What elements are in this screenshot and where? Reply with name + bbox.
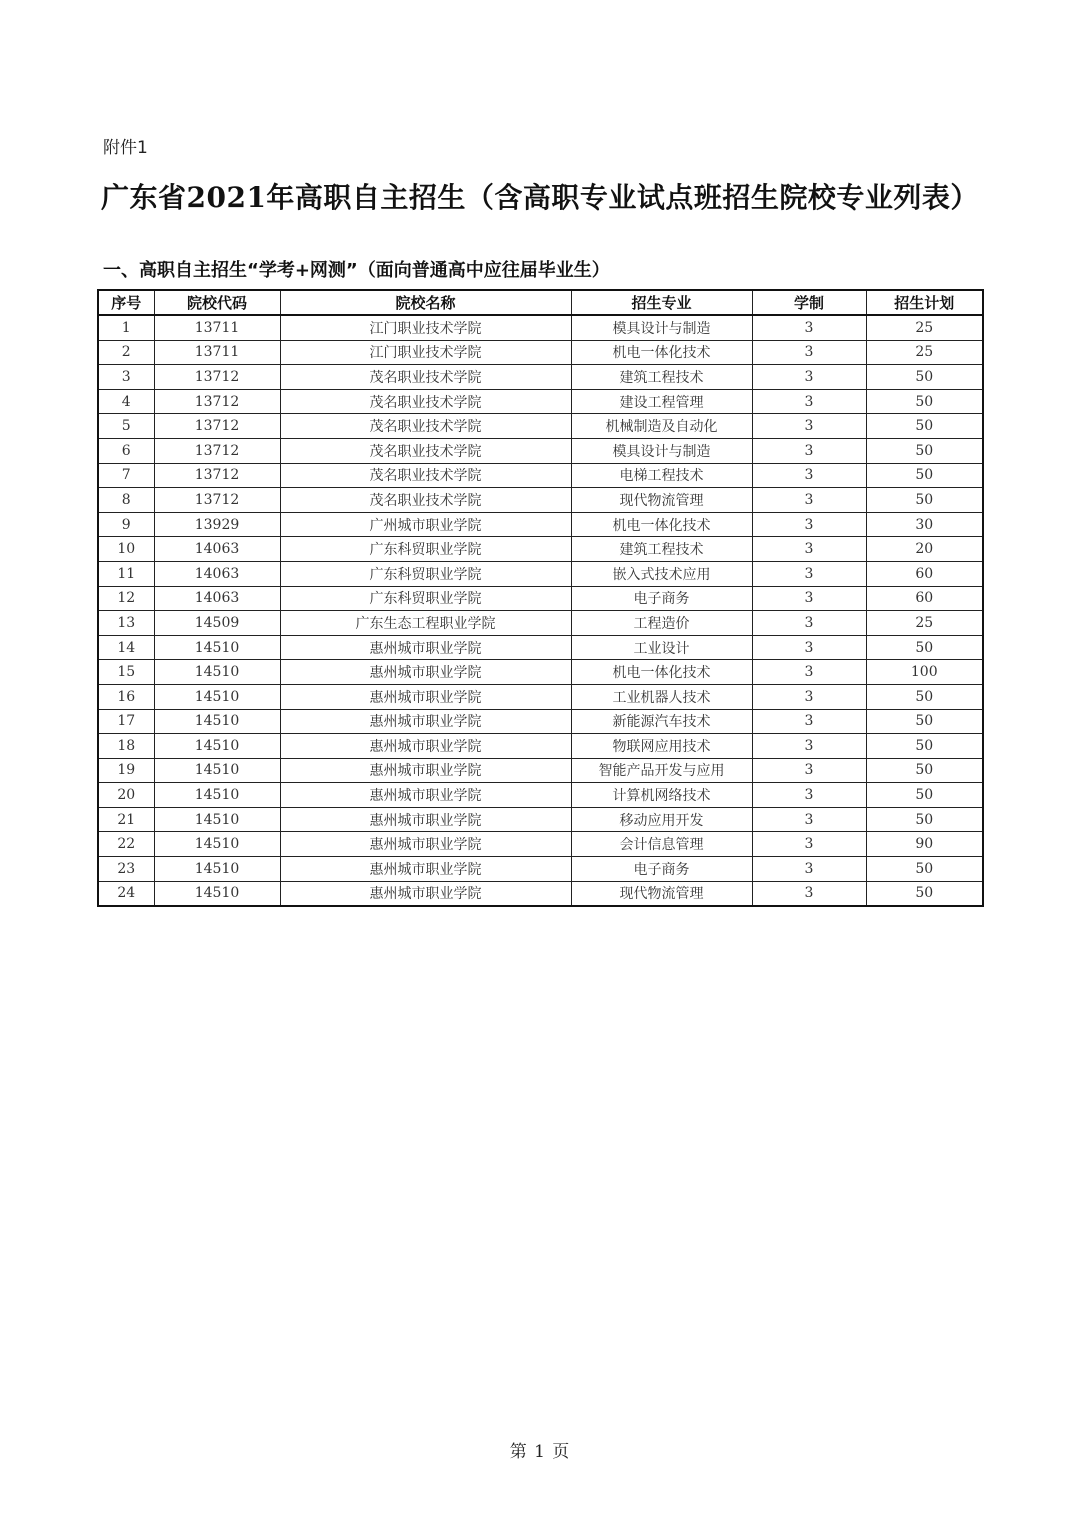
cell-plan: 100 [866,660,983,685]
cell-school-name: 茂名职业技术学院 [280,389,571,414]
cell-plan: 60 [866,561,983,586]
cell-major: 电梯工程技术 [571,463,752,488]
cell-school-code: 14510 [154,832,280,857]
header-index: 序号 [98,290,154,315]
cell-school-name: 江门职业技术学院 [280,340,571,365]
cell-plan: 20 [866,537,983,562]
table-row [98,340,983,365]
cell-school-name: 广东科贸职业学院 [280,537,571,562]
cell-index: 17 [98,709,154,734]
header-major: 招生专业 [571,290,752,315]
cell-school-name: 惠州城市职业学院 [280,684,571,709]
cell-duration: 3 [752,660,866,685]
cell-school-code: 13711 [154,340,280,365]
cell-index: 11 [98,561,154,586]
table-row [98,734,983,759]
cell-school-code: 13712 [154,463,280,488]
cell-major: 嵌入式技术应用 [571,561,752,586]
cell-school-name: 惠州城市职业学院 [280,758,571,783]
cell-index: 4 [98,389,154,414]
cell-school-code: 14510 [154,857,280,882]
cell-school-code: 14510 [154,758,280,783]
cell-index: 22 [98,832,154,857]
cell-major: 机电一体化技术 [571,512,752,537]
cell-duration: 3 [752,807,866,832]
cell-duration: 3 [752,537,866,562]
cell-index: 13 [98,611,154,636]
table-row [98,414,983,439]
cell-school-code: 13712 [154,389,280,414]
cell-school-code: 13712 [154,414,280,439]
cell-school-name: 惠州城市职业学院 [280,807,571,832]
cell-duration: 3 [752,389,866,414]
header-row [98,290,983,315]
attachment-label: 附件1 [103,138,148,158]
cell-plan: 50 [866,857,983,882]
cell-plan: 30 [866,512,983,537]
cell-school-name: 茂名职业技术学院 [280,414,571,439]
table-row [98,635,983,660]
cell-plan: 50 [866,783,983,808]
cell-school-code: 14510 [154,881,280,906]
table-row [98,758,983,783]
cell-duration: 3 [752,709,866,734]
cell-plan: 50 [866,881,983,906]
table-row [98,684,983,709]
header-duration: 学制 [752,290,866,315]
table-row [98,832,983,857]
cell-major: 智能产品开发与应用 [571,758,752,783]
cell-school-code: 14063 [154,537,280,562]
cell-major: 物联网应用技术 [571,734,752,759]
cell-major: 建筑工程技术 [571,537,752,562]
cell-plan: 25 [866,611,983,636]
table-row [98,660,983,685]
cell-school-name: 茂名职业技术学院 [280,488,571,513]
cell-plan: 60 [866,586,983,611]
cell-index: 24 [98,881,154,906]
cell-duration: 3 [752,365,866,390]
table-row [98,512,983,537]
cell-school-name: 惠州城市职业学院 [280,660,571,685]
cell-index: 2 [98,340,154,365]
section-heading: 一、高职自主招生“学考+网测”（面向普通高中应往届毕业生） [103,260,610,281]
cell-duration: 3 [752,783,866,808]
cell-index: 15 [98,660,154,685]
cell-major: 电子商务 [571,586,752,611]
cell-major: 机械制造及自动化 [571,414,752,439]
cell-major: 新能源汽车技术 [571,709,752,734]
cell-school-code: 14510 [154,709,280,734]
table-row [98,783,983,808]
table-row [98,709,983,734]
table-header [98,290,983,315]
cell-school-name: 惠州城市职业学院 [280,881,571,906]
cell-school-code: 13712 [154,488,280,513]
cell-major: 会计信息管理 [571,832,752,857]
cell-plan: 25 [866,315,983,340]
cell-major: 建设工程管理 [571,389,752,414]
cell-school-code: 14510 [154,783,280,808]
cell-duration: 3 [752,438,866,463]
table-row [98,488,983,513]
cell-school-code: 14510 [154,807,280,832]
table-row [98,315,983,340]
cell-major: 现代物流管理 [571,488,752,513]
cell-school-name: 惠州城市职业学院 [280,635,571,660]
cell-school-code: 14063 [154,586,280,611]
cell-school-name: 茂名职业技术学院 [280,365,571,390]
cell-school-code: 14510 [154,734,280,759]
cell-duration: 3 [752,635,866,660]
cell-school-name: 茂名职业技术学院 [280,463,571,488]
cell-duration: 3 [752,488,866,513]
cell-school-name: 惠州城市职业学院 [280,832,571,857]
cell-major: 工业设计 [571,635,752,660]
table-row [98,586,983,611]
cell-plan: 50 [866,463,983,488]
cell-duration: 3 [752,758,866,783]
cell-major: 计算机网络技术 [571,783,752,808]
header-plan: 招生计划 [866,290,983,315]
cell-duration: 3 [752,881,866,906]
cell-index: 18 [98,734,154,759]
cell-school-code: 13929 [154,512,280,537]
cell-school-name: 惠州城市职业学院 [280,709,571,734]
cell-index: 19 [98,758,154,783]
cell-index: 12 [98,586,154,611]
table-row [98,561,983,586]
cell-school-code: 14510 [154,660,280,685]
cell-duration: 3 [752,414,866,439]
cell-index: 3 [98,365,154,390]
cell-school-code: 13711 [154,315,280,340]
header-school-name: 院校名称 [280,290,571,315]
cell-duration: 3 [752,611,866,636]
cell-school-name: 江门职业技术学院 [280,315,571,340]
cell-index: 16 [98,684,154,709]
cell-index: 7 [98,463,154,488]
cell-duration: 3 [752,857,866,882]
cell-plan: 50 [866,438,983,463]
cell-school-name: 广东生态工程职业学院 [280,611,571,636]
cell-plan: 50 [866,709,983,734]
cell-school-code: 14509 [154,611,280,636]
cell-index: 8 [98,488,154,513]
enrollment-table [97,289,984,907]
document-title: 广东省2021年高职自主招生（含高职专业试点班招生院校专业列表） [101,181,979,214]
cell-major: 电子商务 [571,857,752,882]
table-row [98,438,983,463]
cell-major: 建筑工程技术 [571,365,752,390]
cell-index: 6 [98,438,154,463]
cell-major: 工业机器人技术 [571,684,752,709]
table-row [98,463,983,488]
cell-school-name: 广州城市职业学院 [280,512,571,537]
cell-school-name: 惠州城市职业学院 [280,783,571,808]
cell-duration: 3 [752,734,866,759]
cell-duration: 3 [752,586,866,611]
cell-school-code: 14510 [154,684,280,709]
cell-major: 模具设计与制造 [571,315,752,340]
cell-plan: 50 [866,414,983,439]
cell-plan: 50 [866,684,983,709]
cell-plan: 50 [866,389,983,414]
table-row [98,857,983,882]
page-number: 第 1 页 [509,1442,571,1462]
table-row [98,881,983,906]
cell-major: 移动应用开发 [571,807,752,832]
cell-plan: 90 [866,832,983,857]
cell-plan: 25 [866,340,983,365]
table-row [98,365,983,390]
table-row [98,537,983,562]
cell-school-name: 广东科贸职业学院 [280,561,571,586]
cell-school-name: 茂名职业技术学院 [280,438,571,463]
cell-school-code: 14063 [154,561,280,586]
cell-index: 9 [98,512,154,537]
cell-school-name: 惠州城市职业学院 [280,734,571,759]
cell-duration: 3 [752,340,866,365]
cell-school-name: 惠州城市职业学院 [280,857,571,882]
cell-school-code: 13712 [154,365,280,390]
cell-major: 模具设计与制造 [571,438,752,463]
cell-index: 1 [98,315,154,340]
cell-plan: 50 [866,758,983,783]
cell-major: 工程造价 [571,611,752,636]
cell-index: 21 [98,807,154,832]
cell-duration: 3 [752,832,866,857]
header-school-code: 院校代码 [154,290,280,315]
cell-major: 机电一体化技术 [571,660,752,685]
cell-major: 现代物流管理 [571,881,752,906]
cell-index: 14 [98,635,154,660]
cell-index: 5 [98,414,154,439]
cell-index: 20 [98,783,154,808]
cell-index: 23 [98,857,154,882]
cell-school-code: 13712 [154,438,280,463]
table-row [98,611,983,636]
cell-plan: 50 [866,807,983,832]
cell-school-name: 广东科贸职业学院 [280,586,571,611]
cell-duration: 3 [752,315,866,340]
cell-major: 机电一体化技术 [571,340,752,365]
table-row [98,807,983,832]
cell-plan: 50 [866,488,983,513]
cell-duration: 3 [752,512,866,537]
cell-school-code: 14510 [154,635,280,660]
cell-index: 10 [98,537,154,562]
cell-duration: 3 [752,684,866,709]
cell-plan: 50 [866,734,983,759]
cell-duration: 3 [752,463,866,488]
cell-plan: 50 [866,635,983,660]
table-body [98,315,983,906]
cell-plan: 50 [866,365,983,390]
table-row [98,389,983,414]
cell-duration: 3 [752,561,866,586]
